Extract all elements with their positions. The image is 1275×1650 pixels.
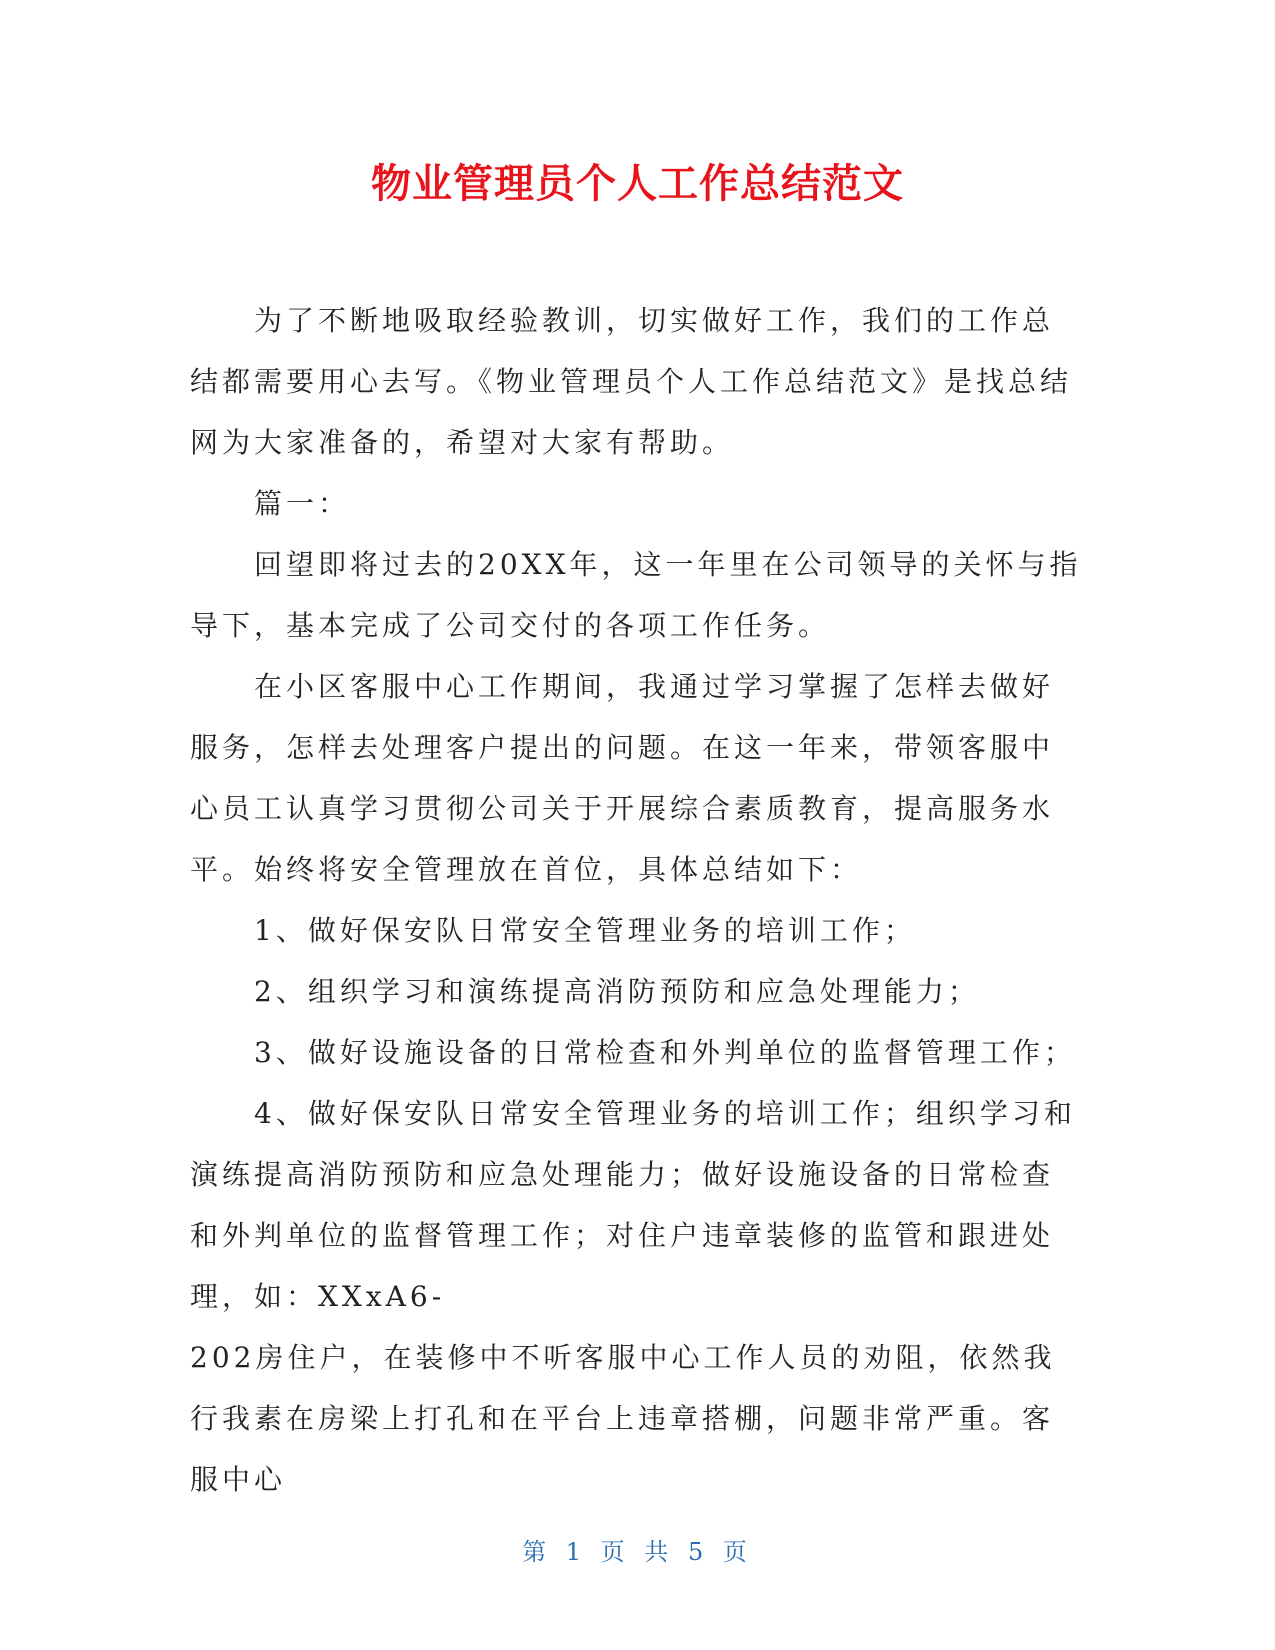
list-item-2: 2、组织学习和演练提高消防预防和应急处理能力；	[254, 975, 980, 1008]
paragraph-intro: 为了不断地吸取经验教训，切实做好工作，我们的工作总结都需要用心去写。《物业管理员个人工作总结范文》是找总结网为大家准备的，希望对大家有帮助。	[190, 304, 1073, 459]
paragraph-section-heading: 篇一：	[254, 487, 351, 520]
document-title: 物业管理员个人工作总结范文	[371, 161, 904, 207]
list-item-3: 3、做好设施设备的日常检查和外判单位的监督管理工作；	[254, 1036, 1076, 1069]
paragraph-continuation: 202房住户，在装修中不听客服中心工作人员的劝阻，依然我行我素在房梁上打孔和在平台上违章搭棚，问题非常严重。客服中心	[190, 1341, 1056, 1496]
list-item-4: 4、做好保安队日常安全管理业务的培训工作；组织学习和演练提高消防预防和应急处理能力；做好设施设备的日常检查和外判单位的监督管理工作；对住户违章装修的监管和跟进处理，如：XXxA6-	[190, 1097, 1076, 1313]
paragraph-review: 回望即将过去的20XX年，这一年里在公司领导的关怀与指导下，基本完成了公司交付的各项工作任务。	[190, 548, 1082, 642]
list-item-1: 1、做好保安队日常安全管理业务的培训工作；	[254, 914, 916, 947]
document-body	[190, 290, 1085, 1510]
paragraph-customer-service: 在小区客服中心工作期间，我通过学习掌握了怎样去做好服务，怎样去处理客户提出的问题。在这一年来，带领客服中心员工认真学习贯彻公司关于开展综合素质教育，提高服务水平。始终将安全管理放在首位，具体总结如下：	[190, 670, 1055, 886]
page-footer: 第 1 页 共 5 页	[522, 1538, 753, 1566]
